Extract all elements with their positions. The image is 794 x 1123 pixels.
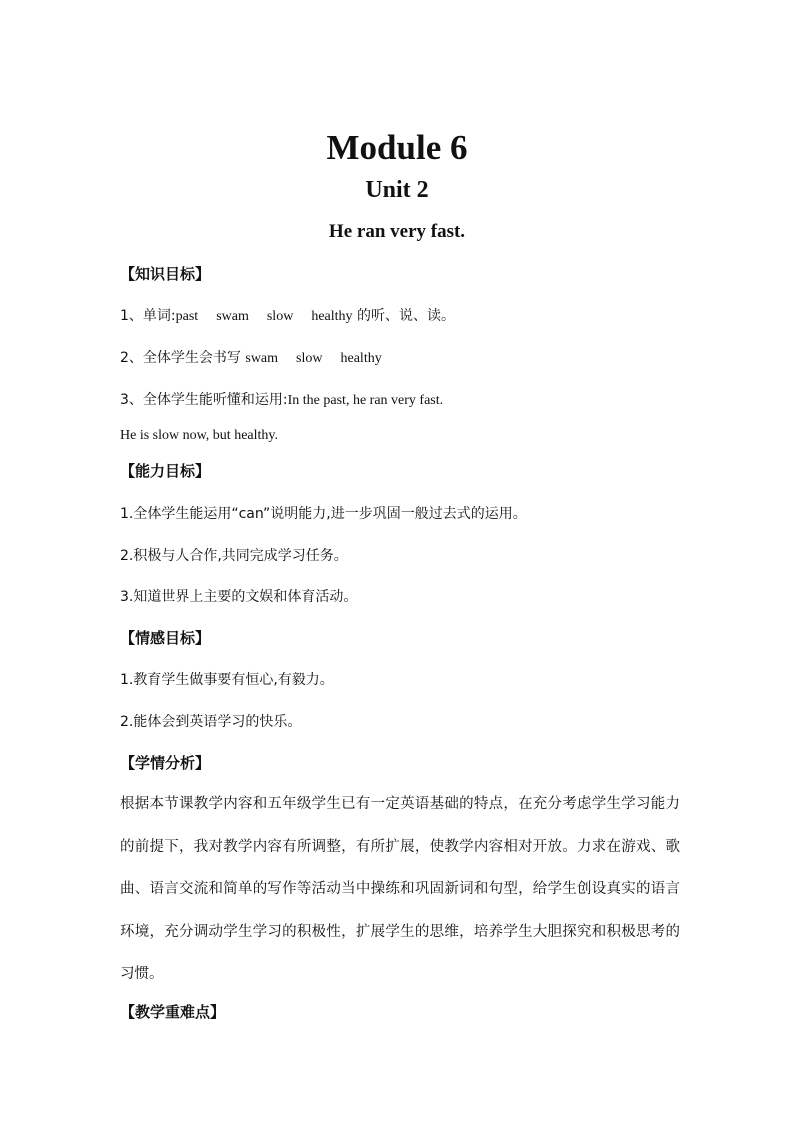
vocab-word: slow [266,309,294,324]
vocab-word: swam [216,309,249,324]
document-title: Module 6 [326,128,468,167]
writing-word: slow [296,351,323,366]
vocab-word: healthy [311,309,353,324]
section-heading-analysis: 【学情分析】 [120,754,211,772]
section-heading-ability: 【能力目标】 [120,462,211,480]
knowledge-item-3-continuation [120,425,278,446]
lesson-subtitle: He ran very fast. [328,221,466,242]
ability-item-2: 2.积极与人合作,共同完成学习任务。 [120,548,348,564]
analysis-paragraph: 根据本节课教学内容和五年级学生已有一定英语基础的特点，在充分考虑学生学习能力的前提下，我对教学内容有所调整，有所扩展，使教学内容相对开放。力求在游戏、歌曲、语言交流和简单的写作等活动当中操练和巩固新词和句型，给学生创设真实的语言环境，充分调动学生学习的积极性，扩展学生的思维，培养学生大胆探究和积极思考的习惯。 [120,796,680,982]
writing-word: swam [245,351,279,366]
ability-item-1: 1.全体学生能运用“can”说明能力,进一步巩固一般过去式的运用。 [120,506,527,522]
knowledge-item-1 [120,306,455,327]
section-heading-key-points: 【教学重难点】 [120,1003,226,1021]
knowledge-item-3-prefix: 3、全体学生能听懂和运用: [120,392,288,408]
ability-item-3: 3.知道世界上主要的文娱和体育活动。 [120,589,358,605]
knowledge-item-2-prefix: 2、全体学生会书写 [120,350,241,366]
vocab-word: past [175,309,199,324]
knowledge-item-1-suffix: 的听、说、读。 [356,308,455,324]
section-heading-knowledge: 【知识目标】 [120,265,211,283]
unit-title: Unit 2 [365,177,429,203]
knowledge-item-1-prefix: 1、单词: [120,308,176,324]
knowledge-item-3-sentence-2: He is slow now, but healthy. [120,428,278,443]
knowledge-item-2 [120,348,382,369]
section-heading-emotion: 【情感目标】 [120,629,211,647]
knowledge-item-3 [120,390,443,411]
writing-word: healthy [340,351,382,366]
emotion-item-1: 1.教育学生做事要有恒心,有毅力。 [120,672,334,688]
knowledge-item-3-sentence: In the past, he ran very fast. [287,393,444,408]
emotion-item-2: 2.能体会到英语学习的快乐。 [120,714,302,730]
